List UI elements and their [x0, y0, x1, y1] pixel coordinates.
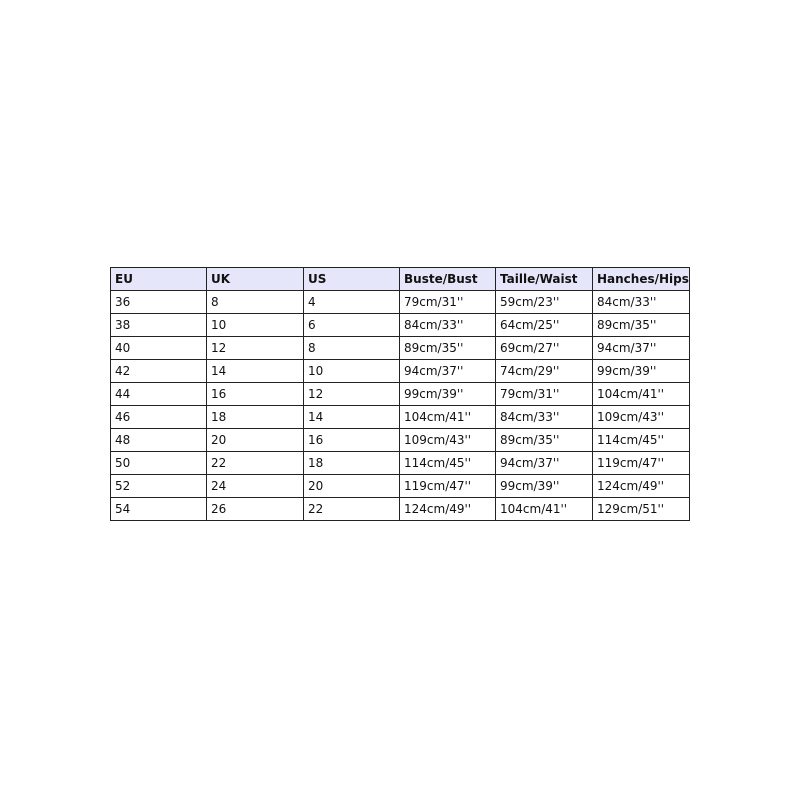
cell-bust: 124cm/49'' — [400, 498, 496, 521]
cell-us: 18 — [304, 452, 400, 475]
cell-hips: 114cm/45'' — [593, 429, 690, 452]
cell-bust: 114cm/45'' — [400, 452, 496, 475]
cell-us: 8 — [304, 337, 400, 360]
cell-waist: 79cm/31'' — [496, 383, 593, 406]
cell-eu: 50 — [111, 452, 207, 475]
cell-uk: 10 — [207, 314, 304, 337]
cell-us: 10 — [304, 360, 400, 383]
cell-bust: 89cm/35'' — [400, 337, 496, 360]
cell-hips: 109cm/43'' — [593, 406, 690, 429]
cell-bust: 99cm/39'' — [400, 383, 496, 406]
cell-hips: 129cm/51'' — [593, 498, 690, 521]
size-chart-table — [110, 267, 690, 521]
table-header-row — [111, 268, 690, 291]
cell-eu: 38 — [111, 314, 207, 337]
cell-waist: 84cm/33'' — [496, 406, 593, 429]
cell-hips: 104cm/41'' — [593, 383, 690, 406]
table-row — [111, 475, 690, 498]
cell-us: 20 — [304, 475, 400, 498]
cell-hips: 124cm/49'' — [593, 475, 690, 498]
table-row — [111, 406, 690, 429]
cell-uk: 20 — [207, 429, 304, 452]
cell-us: 6 — [304, 314, 400, 337]
table-row — [111, 452, 690, 475]
cell-waist: 69cm/27'' — [496, 337, 593, 360]
cell-waist: 64cm/25'' — [496, 314, 593, 337]
cell-us: 4 — [304, 291, 400, 314]
cell-uk: 18 — [207, 406, 304, 429]
header-uk: UK — [207, 268, 304, 291]
table-row — [111, 360, 690, 383]
cell-eu: 48 — [111, 429, 207, 452]
cell-waist: 104cm/41'' — [496, 498, 593, 521]
cell-hips: 99cm/39'' — [593, 360, 690, 383]
cell-bust: 84cm/33'' — [400, 314, 496, 337]
cell-eu: 52 — [111, 475, 207, 498]
cell-bust: 94cm/37'' — [400, 360, 496, 383]
cell-waist: 99cm/39'' — [496, 475, 593, 498]
cell-bust: 119cm/47'' — [400, 475, 496, 498]
cell-uk: 24 — [207, 475, 304, 498]
cell-eu: 44 — [111, 383, 207, 406]
cell-eu: 46 — [111, 406, 207, 429]
cell-hips: 119cm/47'' — [593, 452, 690, 475]
cell-uk: 26 — [207, 498, 304, 521]
cell-hips: 89cm/35'' — [593, 314, 690, 337]
cell-waist: 94cm/37'' — [496, 452, 593, 475]
header-eu: EU — [111, 268, 207, 291]
cell-bust: 79cm/31'' — [400, 291, 496, 314]
cell-eu: 54 — [111, 498, 207, 521]
table-row — [111, 383, 690, 406]
cell-us: 22 — [304, 498, 400, 521]
table-row — [111, 337, 690, 360]
cell-uk: 22 — [207, 452, 304, 475]
cell-us: 14 — [304, 406, 400, 429]
cell-waist: 74cm/29'' — [496, 360, 593, 383]
header-us: US — [304, 268, 400, 291]
cell-bust: 109cm/43'' — [400, 429, 496, 452]
cell-eu: 40 — [111, 337, 207, 360]
cell-uk: 8 — [207, 291, 304, 314]
table-row — [111, 314, 690, 337]
cell-uk: 12 — [207, 337, 304, 360]
cell-hips: 84cm/33'' — [593, 291, 690, 314]
cell-hips: 94cm/37'' — [593, 337, 690, 360]
cell-us: 12 — [304, 383, 400, 406]
header-hips: Hanches/Hips — [593, 268, 690, 291]
cell-waist: 89cm/35'' — [496, 429, 593, 452]
header-waist: Taille/Waist — [496, 268, 593, 291]
cell-eu: 36 — [111, 291, 207, 314]
cell-us: 16 — [304, 429, 400, 452]
cell-bust: 104cm/41'' — [400, 406, 496, 429]
cell-uk: 14 — [207, 360, 304, 383]
cell-waist: 59cm/23'' — [496, 291, 593, 314]
cell-eu: 42 — [111, 360, 207, 383]
header-bust: Buste/Bust — [400, 268, 496, 291]
cell-uk: 16 — [207, 383, 304, 406]
table-row — [111, 429, 690, 452]
table-row — [111, 498, 690, 521]
table-row — [111, 291, 690, 314]
